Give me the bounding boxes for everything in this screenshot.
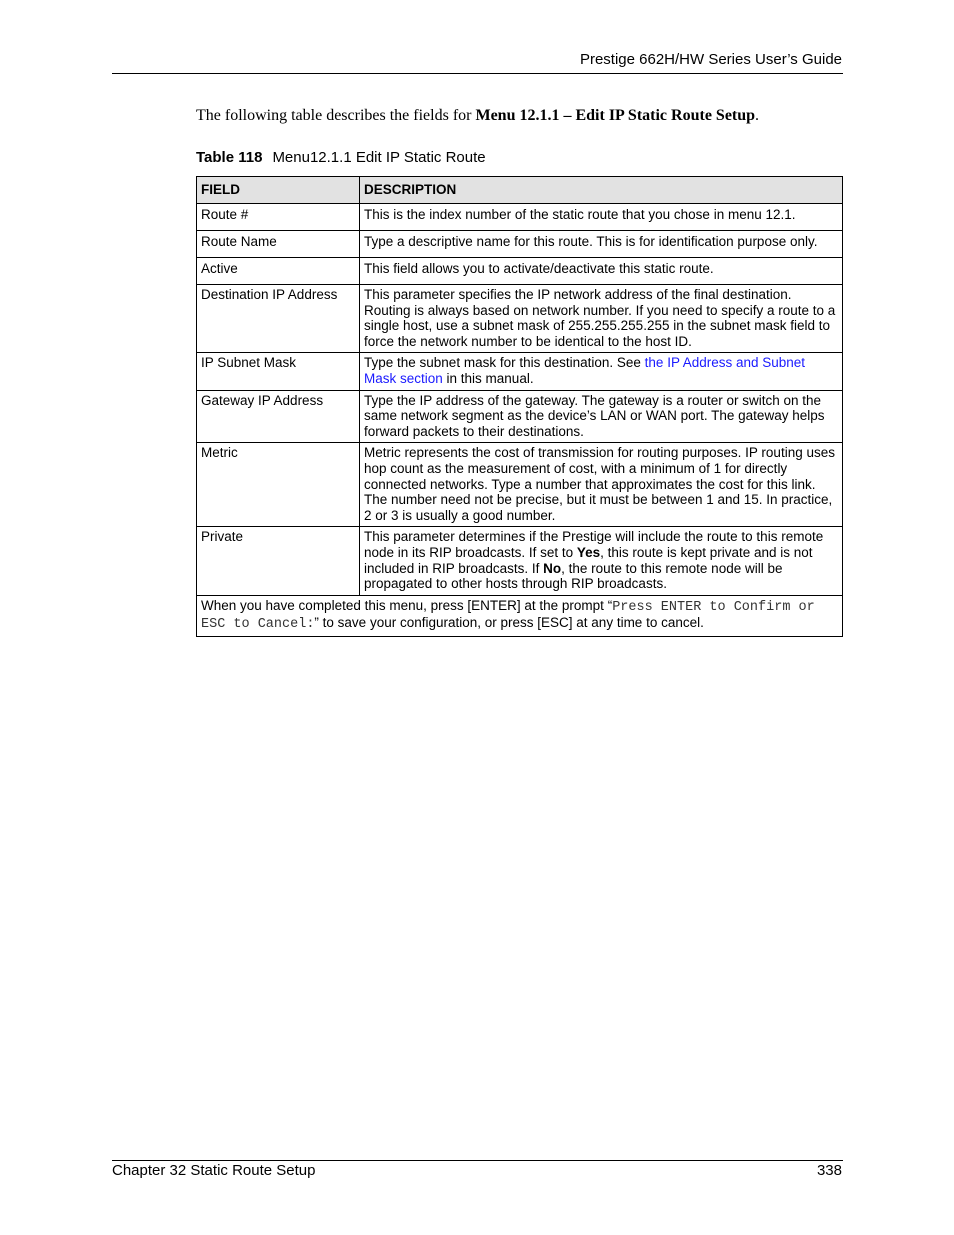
- header-rule: [112, 73, 843, 74]
- yes-option: Yes: [576, 544, 601, 560]
- table-caption-text: Menu12.1.1 Edit IP Static Route: [272, 149, 486, 166]
- field-cell: Active: [197, 258, 360, 285]
- table-row: [197, 353, 843, 390]
- description-text: , the route to this remote node will be propagated to other hosts through RIP broadcasts.: [364, 560, 783, 592]
- ip-address-subnet-mask-link[interactable]: the IP Address and Subnet Mask section: [364, 355, 806, 386]
- description-text: , this route is kept private and is not included in RIP broadcasts. If: [364, 544, 813, 576]
- description-cell: [360, 353, 843, 390]
- description-cell: This is the index number of the static route that you chose in menu 12.1.: [360, 204, 843, 231]
- description-cell: Type the IP address of the gateway. The gateway is a router or switch on the same network segment as the device’s LAN or WAN port. The gateway helps forward packets to their destinations.: [360, 390, 843, 443]
- description-cell: [360, 527, 843, 595]
- table-row: [197, 390, 843, 443]
- table-row: [197, 258, 843, 285]
- intro-paragraph: [196, 107, 759, 125]
- field-cell: Private: [197, 527, 360, 595]
- description-text: This parameter determines if the Prestige will include the route to this remote node in its RIP broadcasts. If set to: [364, 529, 824, 560]
- description-text: in this manual.: [442, 370, 534, 386]
- description-cell: Metric represents the cost of transmission for routing purposes. IP routing uses hop count as the measurement of cost, with a minimum of 1 for directly connected networks. Type a number that approximates the cost for this link. The number need not be precise, but it must be between 1 and 15. In practice, 2 or 3 is usually a good number.: [360, 443, 843, 527]
- table-row: [197, 527, 843, 595]
- field-cell: IP Subnet Mask: [197, 353, 360, 390]
- no-option: No: [543, 560, 562, 576]
- table-header-row: [197, 177, 843, 204]
- table-caption-label: Table 118: [196, 149, 263, 166]
- footer-rule: [112, 1160, 843, 1161]
- field-cell: Metric: [197, 443, 360, 527]
- intro-menu-ref: Menu 12.1.1 – Edit IP Static Route Setup: [475, 107, 756, 124]
- footer-note-suffix: ” to save your configuration, or press [ESC] at any time to cancel.: [314, 615, 704, 631]
- intro-prefix: The following table describes the fields for: [196, 107, 476, 124]
- running-header: Prestige 662H/HW Series User’s Guide: [579, 51, 842, 68]
- field-cell: Route Name: [197, 231, 360, 258]
- intro-suffix: .: [755, 107, 760, 124]
- table-row: [197, 285, 843, 353]
- description-cell: This field allows you to activate/deactivate this static route.: [360, 258, 843, 285]
- table-row: [197, 231, 843, 258]
- table-row: [197, 204, 843, 231]
- description-text: Type the subnet mask for this destination. See: [364, 355, 645, 371]
- field-cell: Gateway IP Address: [197, 390, 360, 443]
- description-cell: Type a descriptive name for this route. This is for identification purpose only.: [360, 231, 843, 258]
- table-footer-cell: [197, 595, 843, 636]
- table-footer-row: [197, 595, 843, 636]
- column-header-field: FIELD: [197, 177, 360, 204]
- prompt-text: Press ENTER to Confirm or ESC to Cancel:: [201, 599, 815, 633]
- description-cell: This parameter specifies the IP network address of the final destination. Routing is always based on network number. If you need to specify a route to a single host, use a subnet mask of 255.255.255.255 in the subnet mask field to force the network number to be identical to the host ID.: [360, 285, 843, 353]
- table-row: [197, 443, 843, 527]
- page-number: 338: [816, 1162, 842, 1179]
- field-description-table: [196, 176, 843, 637]
- field-cell: Route #: [197, 204, 360, 231]
- footer-note-prefix: When you have completed this menu, press [ENTER] at the prompt “: [201, 597, 613, 613]
- table-caption: [196, 149, 486, 166]
- column-header-description: DESCRIPTION: [360, 177, 843, 204]
- field-cell: Destination IP Address: [197, 285, 360, 353]
- chapter-title: Chapter 32 Static Route Setup: [112, 1162, 316, 1179]
